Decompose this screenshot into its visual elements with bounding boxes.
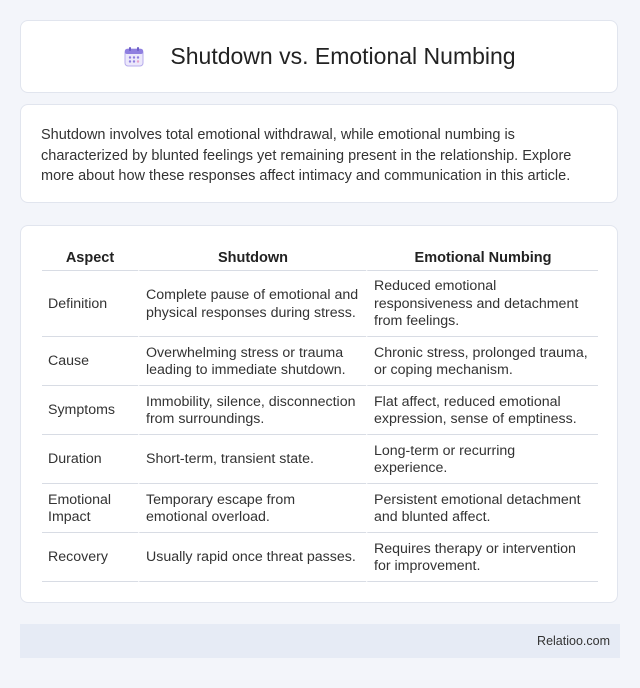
row-shutdown: Complete pause of emotional and physical responses during stress. (138, 271, 366, 337)
row-shutdown: Overwhelming stress or trauma leading to immediate shutdown. (138, 337, 366, 386)
row-aspect: Duration (42, 435, 138, 484)
header-shutdown: Shutdown (138, 244, 366, 271)
row-numbing: Long-term or recurring experience. (366, 435, 598, 484)
intro-card (20, 104, 618, 203)
row-numbing: Requires therapy or intervention for improvement. (366, 533, 598, 582)
comparison-table (42, 244, 598, 582)
row-aspect: Cause (42, 337, 138, 386)
page-title: Shutdown vs. Emotional Numbing (170, 43, 516, 69)
table-row (42, 386, 598, 435)
row-aspect: Symptoms (42, 386, 138, 435)
intro-text: Shutdown involves total emotional withdrawal, while emotional numbing is characterized by blunted feelings yet remaining present in the relationship. Explore more about how these responses affect intimacy and communication in this article. (41, 127, 572, 184)
row-numbing: Chronic stress, prolonged trauma, or coping mechanism. (366, 337, 598, 386)
table-row (42, 533, 598, 582)
table-row (42, 484, 598, 533)
calendar-icon (122, 45, 146, 69)
comparison-card (20, 225, 618, 603)
row-shutdown: Usually rapid once threat passes. (138, 533, 366, 582)
title-card (20, 20, 618, 93)
footer-brand: Relatioo.com (537, 634, 610, 648)
row-aspect: Definition (42, 271, 138, 337)
row-numbing: Persistent emotional detachment and blunted affect. (366, 484, 598, 533)
row-aspect: Recovery (42, 533, 138, 582)
table-header-row (42, 244, 598, 271)
row-shutdown: Short-term, transient state. (138, 435, 366, 484)
table-row (42, 337, 598, 386)
table-row (42, 435, 598, 484)
row-numbing: Flat affect, reduced emotional expression, sense of emptiness. (366, 386, 598, 435)
header-emotional-numbing: Emotional Numbing (366, 244, 598, 271)
row-numbing: Reduced emotional responsiveness and detachment from feelings. (366, 271, 598, 337)
table-row (42, 271, 598, 337)
header-aspect: Aspect (42, 244, 138, 271)
footer (20, 624, 620, 658)
row-shutdown: Immobility, silence, disconnection from surroundings. (138, 386, 366, 435)
row-aspect: Emotional Impact (42, 484, 138, 533)
row-shutdown: Temporary escape from emotional overload. (138, 484, 366, 533)
